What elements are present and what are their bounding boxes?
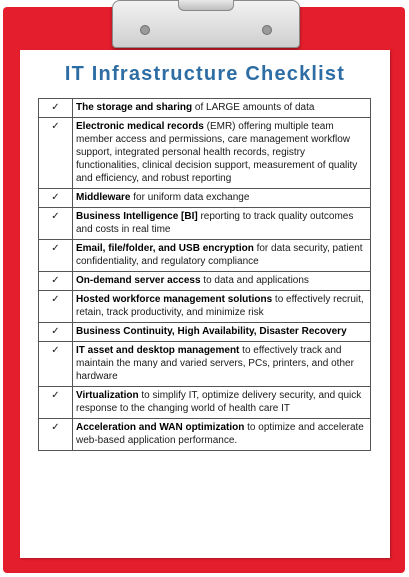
checkmark-icon: ✓ [39, 240, 73, 272]
checkmark-icon: ✓ [39, 118, 73, 189]
checklist-item-detail: to data and applications [200, 275, 309, 286]
checklist-item-lead: The storage and sharing [76, 102, 193, 113]
checkmark-icon: ✓ [39, 342, 73, 387]
clip-rivet-left [140, 25, 150, 35]
checklist-item-text [73, 291, 371, 323]
checklist-row [39, 323, 371, 342]
checklist-item-text [73, 99, 371, 118]
checklist-row [39, 208, 371, 240]
checklist-row [39, 99, 371, 118]
checklist-item-text [73, 387, 371, 419]
checklist-item-text [73, 419, 371, 451]
checklist-row [39, 291, 371, 323]
checklist-item-text [73, 240, 371, 272]
checkmark-icon: ✓ [39, 323, 73, 342]
checklist-item-lead: Middleware [76, 192, 131, 203]
checklist-row [39, 118, 371, 189]
checklist-item-detail: for data security, patient confidentiality, and regulatory compliance [76, 243, 363, 267]
checklist-table [38, 98, 371, 451]
checklist-item-detail: of LARGE amounts of data [192, 102, 315, 113]
checkmark-icon: ✓ [39, 291, 73, 323]
checklist-item-detail: to effectively track and maintain the many and varied servers, PCs, printers, and other hardware [76, 345, 354, 382]
checklist-item-text [73, 342, 371, 387]
checklist-item-lead: Virtualization [76, 390, 139, 401]
checklist-item-lead: On-demand server access [76, 275, 201, 286]
checklist-item-text [73, 323, 371, 342]
checklist-row [39, 387, 371, 419]
checklist-item-detail: to simplify IT, optimize delivery security, and quick response to the changing world of health care IT [76, 390, 362, 414]
checklist-item-lead: Electronic medical records [76, 121, 204, 132]
checklist-paper [20, 50, 390, 558]
checklist-row [39, 419, 371, 451]
clip-rivet-right [262, 25, 272, 35]
checklist-row [39, 272, 371, 291]
checklist-item-text [73, 272, 371, 291]
checklist-item-detail: reporting to track quality outcomes and costs in real time [76, 211, 354, 235]
checklist-title: IT Infrastructure Checklist [64, 63, 346, 85]
checkmark-icon: ✓ [39, 419, 73, 451]
checklist-item-lead: Email, file/folder, and USB encryption [76, 243, 254, 254]
checkmark-icon: ✓ [39, 387, 73, 419]
checklist-row [39, 189, 371, 208]
checkmark-icon: ✓ [39, 272, 73, 291]
checklist-item-detail: for uniform data exchange [130, 192, 250, 203]
checklist-item-detail: to optimize and accelerate web-based application performance. [76, 422, 364, 446]
checklist-item-lead: Business Intelligence [BI] [76, 211, 198, 222]
checklist-item-lead: Acceleration and WAN optimization [76, 422, 245, 433]
checklist-item-lead: Hosted workforce management solutions [76, 294, 273, 305]
checklist-item-detail: (EMR) offering multiple team member access and permissions, care management workflow support, integrated personal health records, registry functionalities, clinical decision support, measurement of quality and efficiency, and robust reporting [76, 121, 358, 184]
checklist-item-text [73, 189, 371, 208]
clip-tab [178, 0, 234, 11]
checklist-item-lead: IT asset and desktop management [76, 345, 240, 356]
checklist-item-text [73, 118, 371, 189]
checkmark-icon: ✓ [39, 99, 73, 118]
checkmark-icon: ✓ [39, 208, 73, 240]
checkmark-icon: ✓ [39, 189, 73, 208]
checklist-row [39, 342, 371, 387]
checklist-item-detail: to effectively recruit, retain, track productivity, and minimize risk [76, 294, 364, 318]
checklist-row [39, 240, 371, 272]
checklist-item-text [73, 208, 371, 240]
checklist-item-lead: Business Continuity, High Availability, Disaster Recovery [76, 326, 347, 337]
